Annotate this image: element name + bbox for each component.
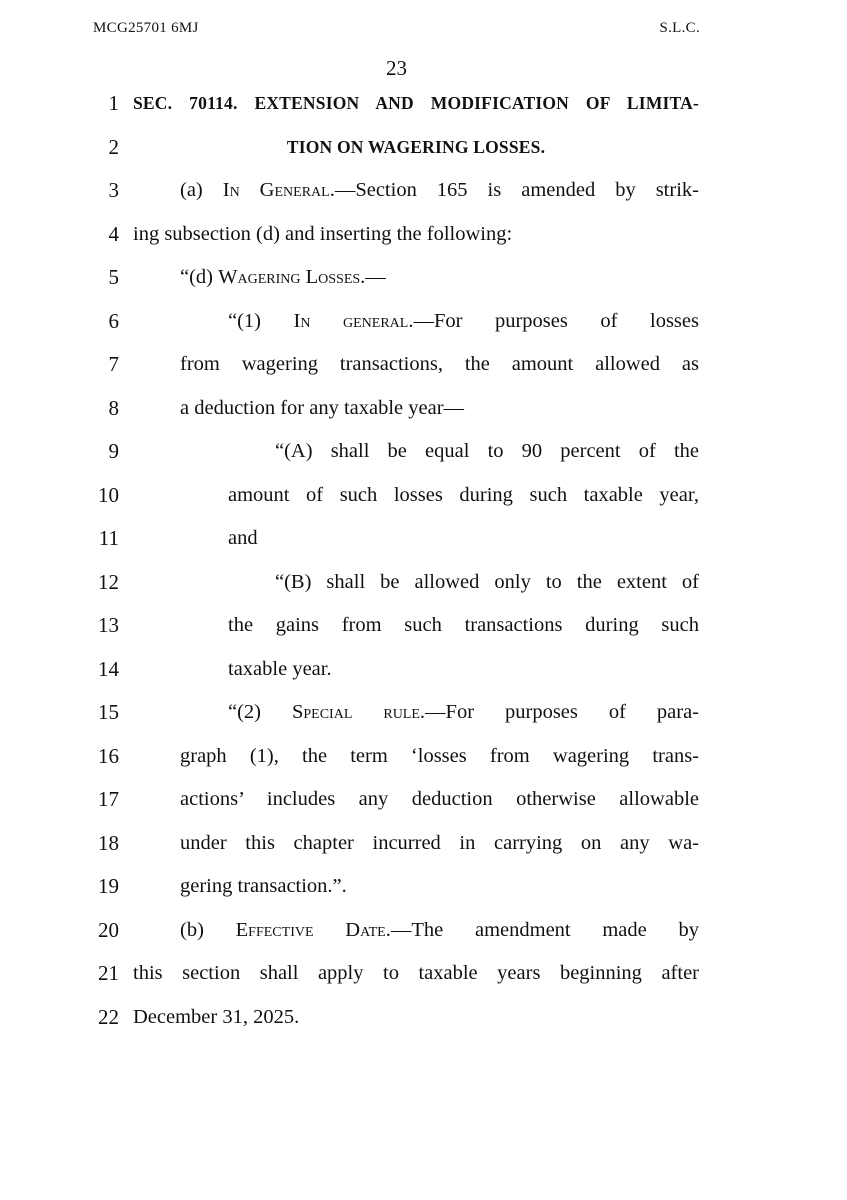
text-line — [0, 645, 847, 689]
page-number: 23 — [386, 56, 407, 80]
line-number: 3 — [108, 178, 119, 202]
line-number: 17 — [98, 787, 119, 811]
line-number: 19 — [98, 874, 119, 898]
text-line — [0, 384, 847, 428]
text-line — [0, 210, 847, 254]
line-number: 21 — [98, 961, 119, 985]
line-number: 11 — [98, 526, 119, 550]
line-number: 12 — [98, 569, 119, 594]
text-line — [0, 471, 847, 515]
text-line — [0, 166, 847, 210]
line-text: actions’ includes any deduction otherwise allowable — [180, 788, 699, 810]
line-text: taxable year. — [228, 657, 332, 680]
paragraph-2: “(2) Special rule.—For purposes of para- — [228, 701, 699, 723]
subparagraph-a: “(A) shall be equal to 90 percent of the — [275, 440, 699, 462]
subsection-b: (b) Effective Date.—The amendment made by — [180, 918, 699, 941]
line-text: gering transaction.”. — [180, 875, 347, 897]
line-text: amount of such losses during such taxable year, — [228, 483, 699, 506]
text-line — [0, 427, 847, 471]
line-number: 6 — [108, 308, 119, 333]
paragraph-1: “(1) In general.—For purposes of losses — [228, 309, 699, 332]
line-number: 16 — [98, 743, 119, 768]
line-number: 13 — [98, 613, 119, 637]
line-text: this section shall apply to taxable years beginning after — [133, 962, 699, 984]
section-heading: SEC. 70114. EXTENSION AND MODIFICATION OF LIMITA- — [133, 93, 699, 113]
subsection-heading: In General — [222, 179, 330, 201]
text-line — [0, 601, 847, 645]
line-text: December 31, 2025. — [133, 1005, 300, 1028]
text-line — [0, 514, 847, 558]
line-number: 20 — [98, 917, 119, 942]
subsection-d: “(d) Wagering Losses.— — [180, 266, 386, 288]
line-number: 2 — [108, 134, 119, 159]
line-number: 7 — [108, 352, 119, 376]
line-number: 4 — [108, 221, 119, 246]
line-number: 14 — [98, 656, 119, 681]
line-number: 18 — [98, 830, 119, 855]
line-text: graph (1), the term ‘losses from wagering trans- — [180, 744, 699, 767]
subsection-heading: Wagering Losses — [218, 266, 361, 288]
text-line — [0, 906, 847, 950]
line-text: a deduction for any taxable year— — [180, 396, 465, 419]
text-line — [0, 558, 847, 602]
text-line — [0, 79, 847, 123]
bill-text — [0, 79, 847, 1036]
document-id: MCG25701 6MJ — [93, 20, 199, 36]
text-line — [0, 775, 847, 819]
text-line — [0, 688, 847, 732]
text-line — [0, 340, 847, 384]
subsection-a: (a) In General.—Section 165 is amended by strik- — [180, 179, 699, 201]
text-line — [0, 993, 847, 1037]
line-number: 1 — [108, 91, 119, 115]
line-number: 22 — [98, 1004, 119, 1029]
line-text: the gains from such transactions during such — [228, 614, 699, 636]
paragraph-heading: In general — [293, 309, 409, 332]
section-heading-continued: TION ON WAGERING LOSSES. — [286, 136, 546, 157]
line-number: 9 — [108, 439, 119, 463]
paragraph-heading: Special rule — [291, 701, 420, 723]
text-line — [0, 297, 847, 341]
text-line — [0, 819, 847, 863]
text-line — [0, 253, 847, 297]
line-text: ing subsection (d) and inserting the following: — [133, 222, 513, 245]
line-number: 15 — [98, 700, 119, 724]
text-line — [0, 862, 847, 906]
line-number: 10 — [98, 482, 119, 507]
line-text: under this chapter incurred in carrying on any wa- — [180, 831, 699, 854]
line-number: 5 — [108, 265, 119, 289]
line-number: 8 — [108, 395, 119, 420]
subparagraph-b: “(B) shall be allowed only to the extent of — [275, 570, 699, 593]
line-text: from wagering transactions, the amount allowed as — [180, 353, 699, 375]
text-line — [0, 732, 847, 776]
line-text: and — [228, 527, 258, 549]
slc-label: S.L.C. — [659, 20, 700, 36]
text-line — [0, 123, 847, 167]
subsection-heading: Effective Date — [235, 918, 386, 941]
text-line — [0, 949, 847, 993]
